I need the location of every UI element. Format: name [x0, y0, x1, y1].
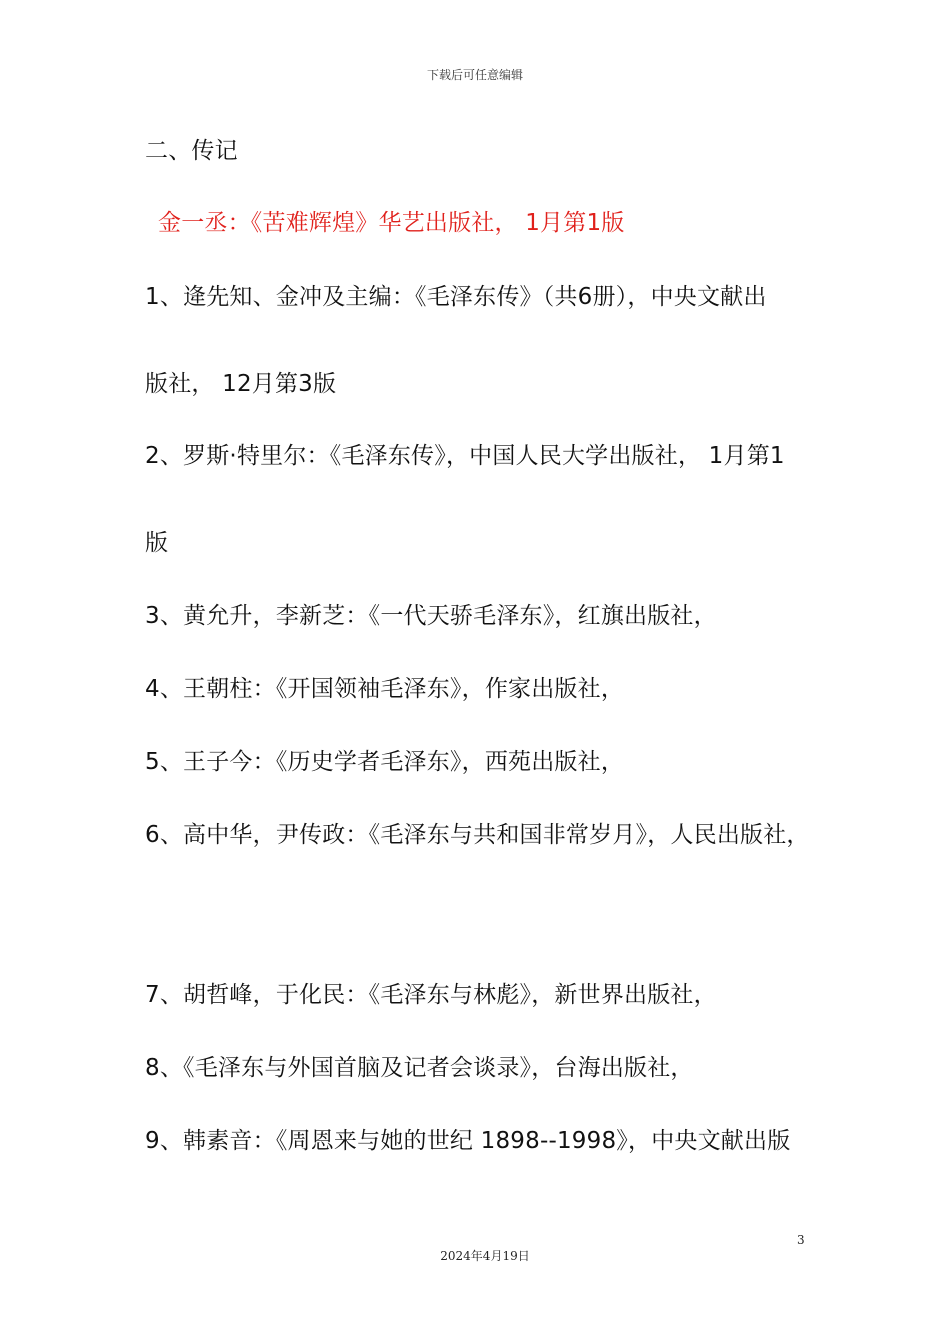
- list-item: 4、王朝柱：《开国领袖毛泽东》，作家出版社，: [145, 676, 625, 702]
- page-header: 下载后可任意编辑: [426, 68, 523, 82]
- list-item: 1、逄先知、金冲及主编：《毛泽东传》（共6册），中央文献出: [145, 284, 767, 310]
- section-title: 二、传记: [145, 138, 238, 164]
- list-item: 3、黄允升，李新芝：《一代天骄毛泽东》，红旗出版社，: [145, 603, 717, 629]
- list-item: 7、胡哲峰，于化民：《毛泽东与林彪》，新世界出版社，: [145, 982, 717, 1008]
- list-item: 9、韩素音：《周恩来与她的世纪 1898--1998》，中央文献出版: [145, 1128, 791, 1154]
- list-item: 5、王子今：《历史学者毛泽东》，西苑出版社，: [145, 749, 625, 775]
- highlighted-reference: 金一丞：《苦难辉煌》华艺出版社， 1月第1版: [158, 210, 625, 236]
- list-item: 8、《毛泽东与外国首脑及记者会谈录》，台海出版社，: [145, 1055, 694, 1081]
- list-item: 2、罗斯·特里尔：《毛泽东传》，中国人民大学出版社， 1月第1: [145, 443, 785, 469]
- list-item: 6、高中华，尹传政：《毛泽东与共和国非常岁月》，人民出版社，: [145, 822, 810, 848]
- list-item: 版: [145, 530, 169, 556]
- page-footer-date: 2024年4月19日: [440, 1249, 530, 1263]
- page-number: 3: [797, 1233, 805, 1247]
- list-item: 版社， 12月第3版: [145, 371, 337, 397]
